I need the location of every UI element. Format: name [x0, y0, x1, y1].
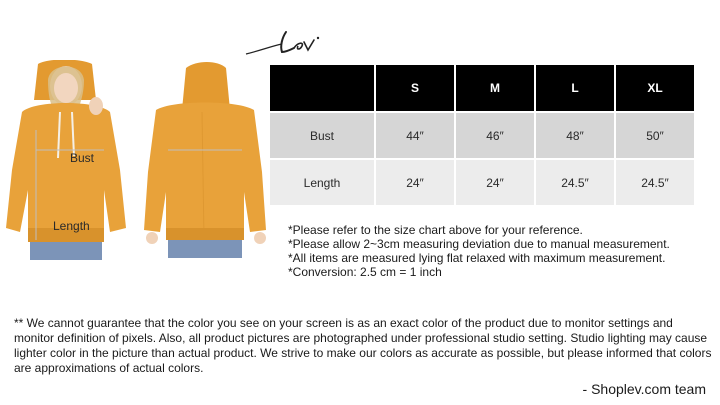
lev-logo: [242, 24, 332, 58]
table-row: [270, 113, 694, 158]
length-xl-value: 24.5″: [616, 160, 694, 205]
note-reference: *Please refer to the size chart above for your reference.: [288, 223, 583, 237]
bust-xl-value: 50″: [616, 113, 694, 158]
row-label-bust: Bust: [270, 113, 374, 158]
note-deviation: *Please allow 2~3cm measuring deviation due to manual measurement.: [288, 237, 670, 251]
size-header-l: L: [536, 65, 614, 111]
bust-m-value: 46″: [456, 113, 534, 158]
size-header-m: M: [456, 65, 534, 111]
size-header-blank: [270, 65, 374, 111]
size-header-row: [270, 65, 694, 111]
hoodie-back-photo: [142, 62, 268, 258]
length-m-value: 24″: [456, 160, 534, 205]
table-row: [270, 160, 694, 205]
bust-l-value: 48″: [536, 113, 614, 158]
note-measured-flat: *All items are measured lying flat relaxed with maximum measurement.: [288, 251, 666, 265]
bust-label: Bust: [70, 151, 95, 165]
size-header-xl: XL: [616, 65, 694, 111]
length-s-value: 24″: [376, 160, 454, 205]
row-label-length: Length: [270, 160, 374, 205]
size-notes: [288, 223, 708, 279]
signoff-text: - Shoplev.com team: [582, 381, 706, 397]
size-chart-table: [268, 63, 696, 207]
length-label: Length: [53, 219, 90, 233]
note-conversion: *Conversion: 2.5 cm = 1 inch: [288, 265, 442, 279]
length-l-value: 24.5″: [536, 160, 614, 205]
color-disclaimer: ** We cannot guarantee that the color you see on your screen is as an exact color of the product due to monitor settings and monitor definition of pixels. Also, all product pictures are photographed under professional studio setting. Studio lighting may cause lighter color in the picture than actual product. We strive to make our colors as accurate as possible, but please informed that colors are approximations of actual colors.: [14, 316, 712, 375]
bust-s-value: 44″: [376, 113, 454, 158]
size-header-s: S: [376, 65, 454, 111]
